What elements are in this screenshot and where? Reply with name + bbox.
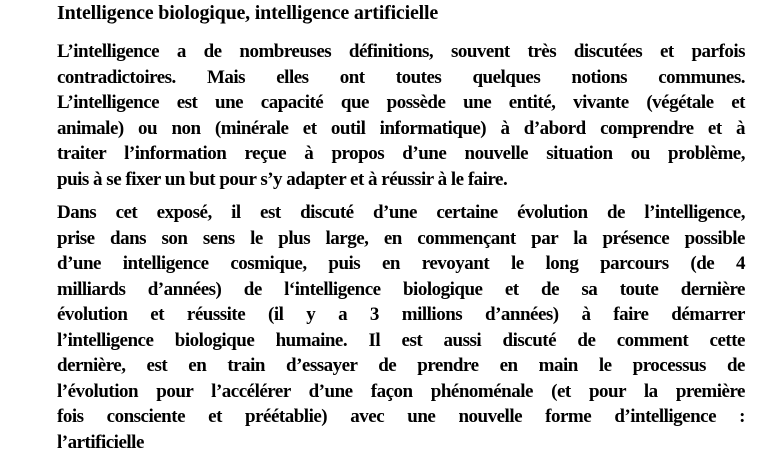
text-line: l’artificielle	[57, 430, 745, 455]
text-line: L’intelligence est une capacité que possède une entité, vivante (végétale et	[57, 90, 745, 116]
text-line: prise dans son sens le plus large, en commençant par la présence possible	[57, 226, 745, 252]
paragraph-expose	[57, 200, 745, 455]
text-line: d’une intelligence cosmique, puis en revoyant le long parcours (de 4	[57, 251, 745, 277]
text-line: L’intelligence a de nombreuses définitions, souvent très discutées et parfois	[57, 39, 745, 65]
document-title: Intelligence biologique, intelligence artificielle	[57, 0, 745, 26]
paragraph-intro	[57, 39, 745, 192]
text-line: l’intelligence biologique humaine. Il est aussi discuté de comment cette	[57, 328, 745, 354]
text-line: dernière, est en train d’essayer de prendre en main le processus de	[57, 353, 745, 379]
text-line: évolution et réussite (il y a 3 millions d’années) à faire démarrer	[57, 302, 745, 328]
text-line: l’évolution pour l’accélérer d’une façon phénoménale (et pour la première	[57, 379, 745, 405]
text-line: Dans cet exposé, il est discuté d’une certaine évolution de l’intelligence,	[57, 200, 745, 226]
text-line: puis à se fixer un but pour s’y adapter et à réussir à le faire.	[57, 167, 745, 193]
text-line: milliards d’années) de l‘intelligence biologique et de sa toute dernière	[57, 277, 745, 303]
text-line: fois consciente et préétablie) avec une nouvelle forme d’intelligence :	[57, 404, 745, 430]
text-line: traiter l’information reçue à propos d’une nouvelle situation ou problème,	[57, 141, 745, 167]
text-line: contradictoires. Mais elles ont toutes quelques notions communes.	[57, 65, 745, 91]
text-line: animale) ou non (minérale et outil informatique) à d’abord comprendre et à	[57, 116, 745, 142]
